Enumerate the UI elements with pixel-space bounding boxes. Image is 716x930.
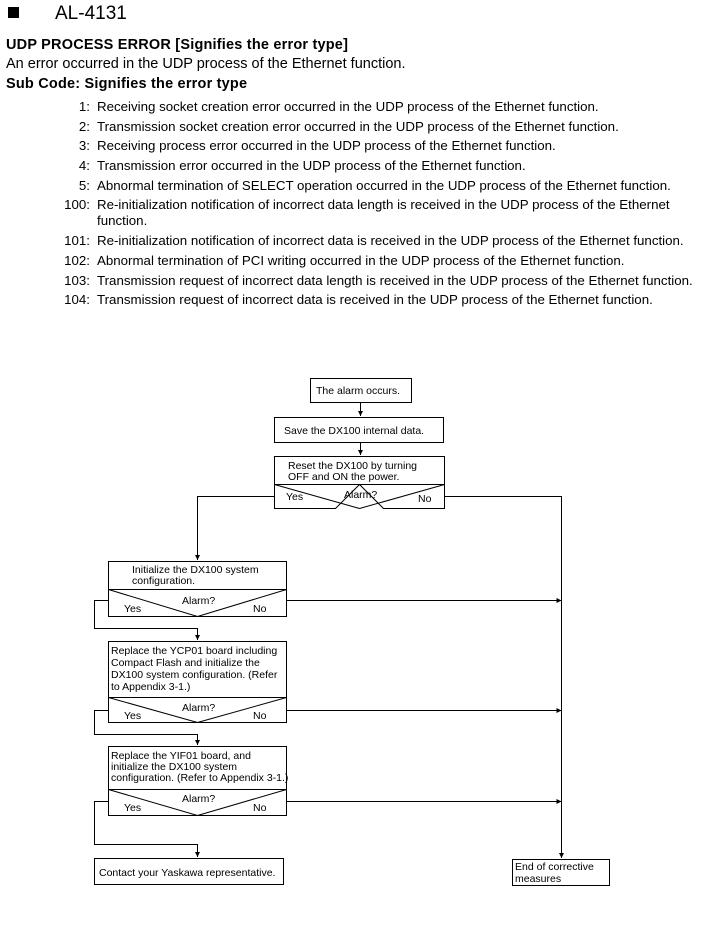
replace-ycp-line1: Replace the YCP01 board including (111, 645, 278, 657)
subcode-number: 4: (78, 158, 90, 174)
no-label: No (253, 802, 267, 814)
start-label: The alarm occurs. (316, 385, 401, 397)
subcode-text: Transmission socket creation error occurred in the UDP process of the Ethernet function. (97, 118, 619, 134)
subcode-text: Re-initialization notification of incorrect data length is received in the UDP process of the Ethernet function. (97, 197, 670, 229)
initialize-label-line1: Initialize the DX100 system (132, 564, 259, 576)
replace-yif-line3: configuration. (Refer to Appendix 3-1.) (111, 772, 289, 784)
alarm-question: Alarm? (182, 793, 216, 805)
subcode-number: 101: (64, 233, 90, 249)
end-label-line1: End of corrective (515, 861, 594, 873)
initialize-label-line2: configuration. (132, 575, 196, 587)
subcode-number: 103: (64, 272, 90, 288)
alarm-question: Alarm? (182, 702, 216, 714)
yes-label: Yes (124, 802, 142, 814)
subcode-text: Transmission request of incorrect data length is received in the UDP process of the Ethernet function. (97, 272, 693, 288)
yes-label: Yes (286, 491, 304, 503)
replace-ycp-line3: DX100 system configuration. (Refer (111, 669, 278, 681)
yes-path (95, 802, 198, 858)
end-label-line2: measures (515, 873, 562, 885)
no-label: No (253, 603, 267, 615)
alarm-question: Alarm? (182, 595, 216, 607)
yes-label: Yes (124, 710, 142, 722)
subcode-text: Transmission request of incorrect data is received in the UDP process of the Ethernet function. (97, 292, 653, 308)
no-path (445, 497, 562, 859)
subcode-text: Abnormal termination of PCI writing occurred in the UDP process of the Ethernet function. (97, 252, 625, 268)
error-description: An error occurred in the UDP process of the Ethernet function. (6, 56, 406, 72)
replace-yif-line1: Replace the YIF01 board, and (111, 750, 251, 762)
subcode-number: 1: (78, 99, 90, 114)
no-label: No (253, 710, 267, 722)
subcode-text: Abnormal termination of SELECT operation occurred in the UDP process of the Ethernet function. (97, 177, 671, 193)
replace-ycp-line2: Compact Flash and initialize the (111, 657, 260, 669)
no-label: No (418, 493, 432, 505)
replace-yif-line2: initialize the DX100 system (111, 761, 238, 773)
contact-label: Contact your Yaskawa representative. (99, 867, 276, 879)
subcode-text: Re-initialization notification of incorrect data is received in the UDP process of the Ethernet function. (97, 233, 684, 249)
yes-label: Yes (124, 603, 142, 615)
error-title: UDP PROCESS ERROR [Signifies the error type] (6, 37, 349, 53)
subcode-text: Transmission error occurred in the UDP process of the Ethernet function. (97, 158, 526, 174)
yes-path (198, 497, 275, 561)
alarm-question: Alarm? (344, 489, 378, 501)
subcode-number: 100: (64, 197, 90, 213)
reset-label-line1: Reset the DX100 by turning (288, 460, 417, 472)
subcode-text: Receiving socket creation error occurred in the UDP process of the Ethernet function. (97, 99, 599, 114)
yes-path (95, 711, 198, 746)
subcode-number: 3: (78, 138, 90, 154)
subcode-title: Sub Code: Signifies the error type (6, 76, 248, 92)
subcode-text: Receiving process error occurred in the UDP process of the Ethernet function. (97, 138, 556, 154)
subcode-number: 102: (64, 252, 90, 268)
subcode-number: 5: (78, 177, 90, 193)
alarm-code: AL-4131 (55, 3, 127, 24)
subcode-number: 104: (64, 292, 90, 308)
save-label: Save the DX100 internal data. (284, 425, 425, 437)
replace-ycp-line4: to Appendix 3-1.) (111, 681, 191, 693)
subcode-number: 2: (78, 118, 90, 134)
reset-label-line2: OFF and ON the power. (288, 471, 400, 483)
